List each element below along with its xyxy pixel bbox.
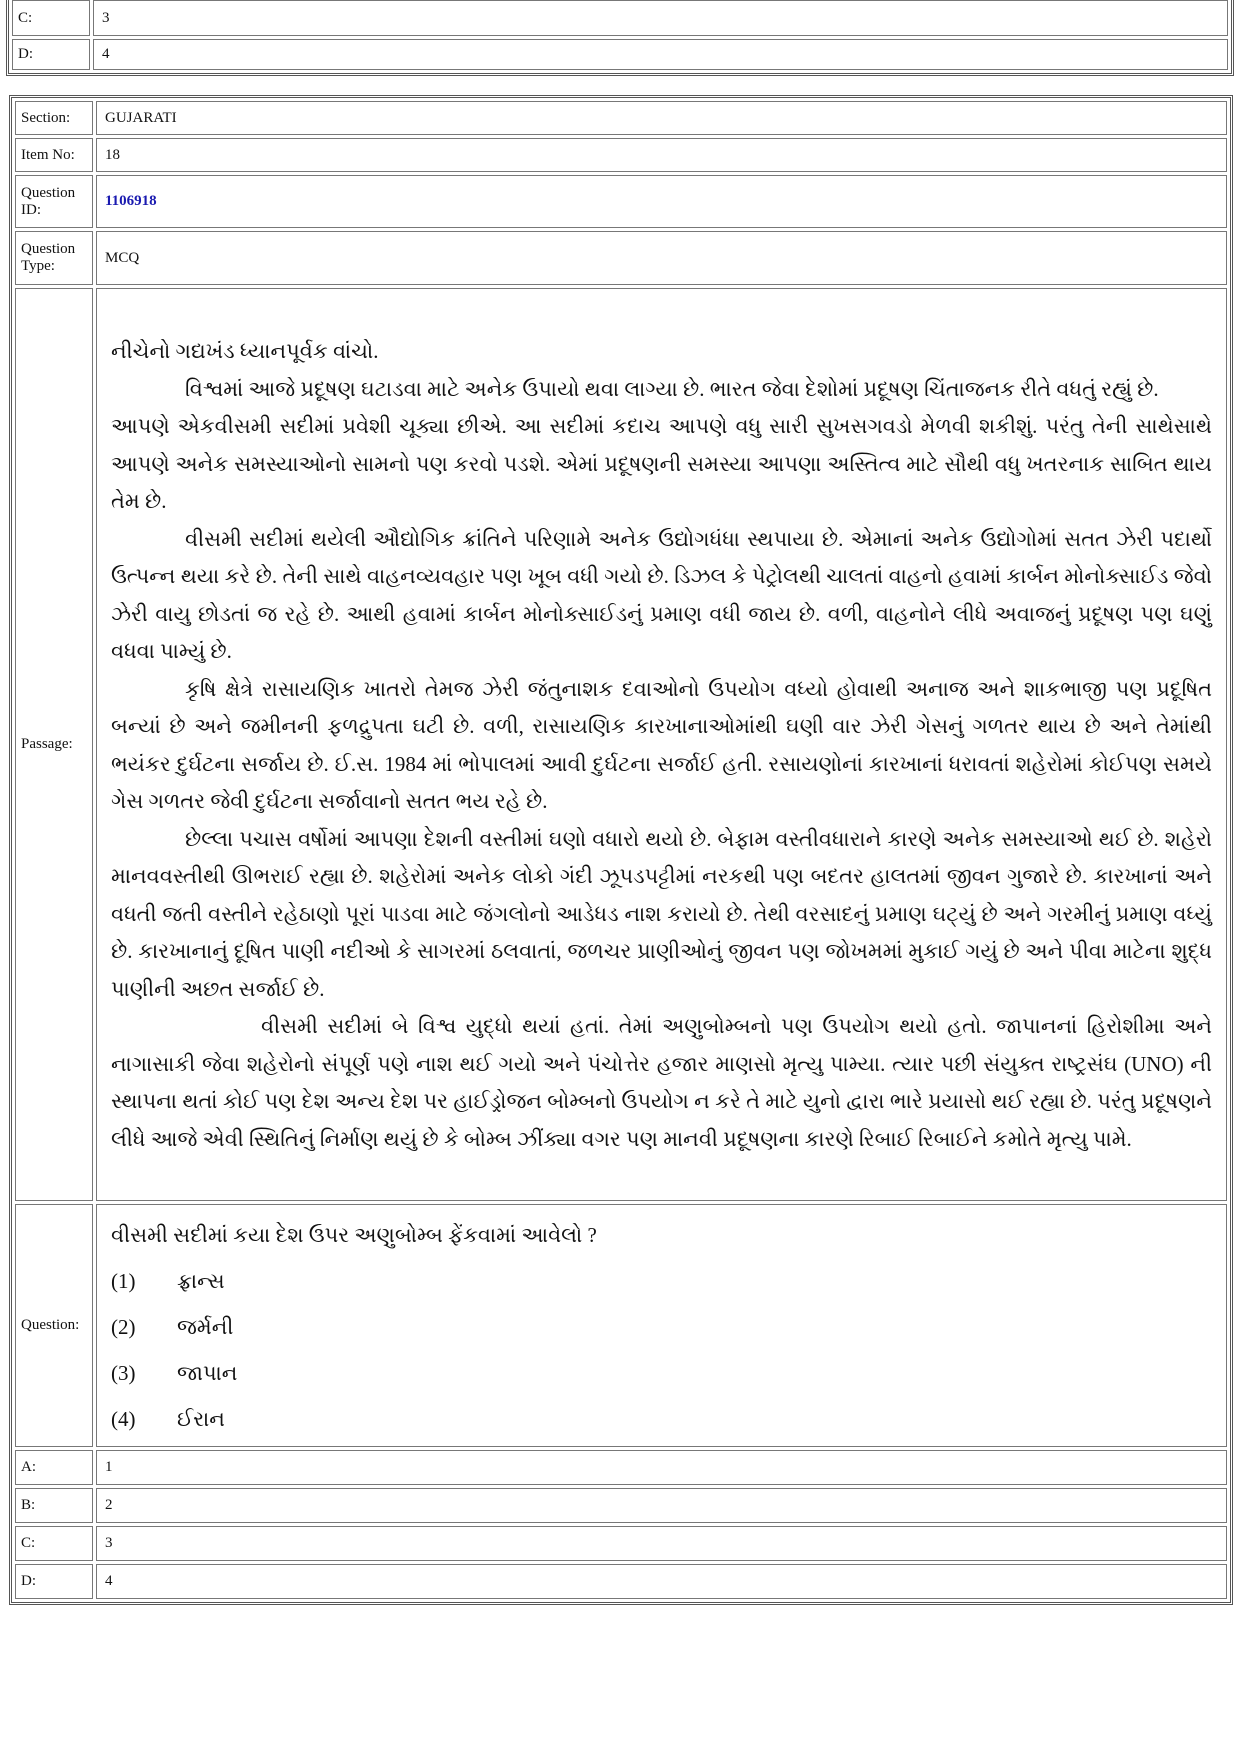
passage-body	[96, 288, 1227, 1201]
passage-paragraph: કૃષિ ક્ષેત્રે રાસાયણિક ખાતરો તેમજ ઝેરી જંતુનાશક દવાઓનો ઉપયોગ વધ્યો હોવાથી અનાજ અને શાકભાજી પણ પ્રદૂષિત બન્યાં છે અને જમીનની ફળદ્રુપતા ઘટી છે. વળી, રાસાયણિક કારખાનાઓમાંથી ઘણી વાર ઝેરી ગેસનું ગળતર થાય છે અને તેમાંથી ભયંકર દુર્ઘટના સર્જાય છે. ઈ.સ. 1984 માં ભોપાલમાં આવી દુર્ઘટના સર્જાઈ હતી. રસાયણોનાં કારખાનાં ધરાવતાં શહેરોમાં કોઈપણ સમયે ગેસ ગળતર જેવી દુર્ઘટના સર્જાવાનો સતત ભય રહે છે.	[111, 676, 1212, 813]
option-text: જાપાન	[177, 1360, 238, 1385]
option-number: (4)	[111, 1406, 136, 1431]
option-label: C:	[12, 0, 90, 36]
answer-row	[15, 1526, 1227, 1561]
option-row	[12, 0, 1228, 36]
answer-row	[15, 1488, 1227, 1523]
answer-value: 3	[96, 1526, 1227, 1561]
option-number: (3)	[111, 1360, 136, 1385]
question-type-value: MCQ	[96, 231, 1227, 285]
question-label: Question:	[15, 1204, 93, 1447]
answer-label: D:	[15, 1564, 93, 1599]
answer-option	[111, 1258, 1212, 1304]
answer-label: B:	[15, 1488, 93, 1523]
option-label: D:	[12, 39, 90, 70]
option-text: ફ્રાન્સ	[177, 1268, 225, 1293]
answer-label: A:	[15, 1450, 93, 1485]
previous-question-table	[6, 0, 1234, 76]
answer-row	[15, 1564, 1227, 1599]
item-no-value: 18	[96, 138, 1227, 172]
option-text: ઈરાન	[177, 1406, 225, 1431]
question-id-label: Question ID:	[15, 175, 93, 228]
answer-option	[111, 1396, 1212, 1442]
option-row	[12, 39, 1228, 70]
passage-heading: નીચેનો ગદ્યખંડ ધ્યાનપૂર્વક વાંચો.	[111, 339, 379, 363]
answer-label: C:	[15, 1526, 93, 1561]
section-value: GUJARATI	[96, 101, 1227, 135]
question-id-row	[15, 175, 1227, 228]
answer-value: 2	[96, 1488, 1227, 1523]
question-text: વીસમી સદીમાં કયા દેશ ઉપર અણુબોમ્બ ફેંકવામાં આવેલો ?	[111, 1222, 597, 1247]
question-body	[96, 1204, 1227, 1447]
answer-option	[111, 1304, 1212, 1350]
section-row	[15, 101, 1227, 135]
answer-option	[111, 1350, 1212, 1396]
option-text: જર્મની	[177, 1314, 234, 1339]
passage-paragraph: આપણે એકવીસમી સદીમાં પ્રવેશી ચૂક્યા છીએ. આ સદીમાં કદાચ આપણે વધુ સારી સુખસગવડો મેળવી શકીશું. પરંતુ તેની સાથેસાથે આપણે અનેક સમસ્યાઓનો સામનો પણ કરવો પડશે. એમાં પ્રદૂષણની સમસ્યા આપણા અસ્તિત્વ માટે સૌથી વધુ ખતરનાક સાબિત થાય તેમ છે.	[111, 414, 1212, 513]
passage-label: Passage:	[15, 288, 93, 1201]
passage-paragraph: વીસમી સદીમાં થયેલી ઔદ્યોગિક ક્રાંતિને પરિણામે અનેક ઉદ્યોગધંધા સ્થપાયા છે. એમાનાં અનેક ઉદ્યોગોમાં સતત ઝેરી પદાર્થો ઉત્પન્ન થયા કરે છે. તેની સાથે વાહનવ્યવહાર પણ ખૂબ વધી ગયો છે. ડિઝલ કે પેટ્રોલથી ચાલતાં વાહનો હવામાં કાર્બન મોનોક્સાઈડ જેવો ઝેરી વાયુ છોડતાં જ રહે છે. આથી હવામાં કાર્બન મોનોક્સાઈડનું પ્રમાણ વધી જાય છે. વળી, વાહનોને લીધે અવાજનું પ્રદૂષણ પણ ઘણું વધવા પામ્યું છે.	[111, 526, 1212, 663]
question-id-value: 1106918	[96, 175, 1227, 228]
item-no-label: Item No:	[15, 138, 93, 172]
answer-value: 4	[96, 1564, 1227, 1599]
answer-value: 1	[96, 1450, 1227, 1485]
question-type-label: Question Type:	[15, 231, 93, 285]
passage-paragraph: વીસમી સદીમાં બે વિશ્વ યુદ્ધો થયાં હતાં. તેમાં અણુબોમ્બનો પણ ઉપયોગ થયો હતો. જાપાનનાં હિરોશીમા અને નાગાસાકી જેવા શહેરોનો સંપૂર્ણ પણે નાશ થઈ ગયો અને પંચોત્તેર હજાર માણસો મૃત્યુ પામ્યા. ત્યાર પછી સંયુક્ત રાષ્ટ્રસંઘ (UNO) ની સ્થાપના થતાં કોઈ પણ દેશ અન્ય દેશ પર હાઈડ્રોજન બોમ્બનો ઉપયોગ ન કરે તે માટે યુનો દ્વારા ભારે પ્રયાસો થઈ રહ્યા છે. પરંતુ પ્રદૂષણને લીધે આજે એવી સ્થિતિનું નિર્માણ થયું છે કે બોમ્બ ઝીંક્યા વગર પણ માનવી પ્રદૂષણના કારણે રિબાઈ રિબાઈને કમોતે મૃત્યુ પામે.	[111, 1014, 1212, 1151]
section-label: Section:	[15, 101, 93, 135]
question-table	[9, 95, 1233, 1605]
answer-row	[15, 1450, 1227, 1485]
item-no-row	[15, 138, 1227, 172]
question-row	[15, 1204, 1227, 1447]
option-number: (2)	[111, 1314, 136, 1339]
passage-row	[15, 288, 1227, 1201]
option-number: (1)	[111, 1268, 136, 1293]
passage-paragraph: છેલ્લા પચાસ વર્ષોમાં આપણા દેશની વસ્તીમાં ઘણો વધારો થયો છે. બેફામ વસ્તીવધારાને કારણે અનેક સમસ્યાઓ થઈ છે. શહેરો માનવવસ્તીથી ઊભરાઈ રહ્યા છે. શહેરોમાં અનેક લોકો ગંદી ઝૂપડપટ્ટીમાં નરકથી પણ બદતર હાલતમાં જીવન ગુજારે છે. કારખાનાં અને વધતી જતી વસ્તીને રહેઠાણો પૂરાં પાડવા માટે જંગલોનો આડેધડ નાશ કરાયો છે. તેથી વરસાદનું પ્રમાણ ઘટ્યું છે અને ગરમીનું પ્રમાણ વધ્યું છે. કારખાનાનું દૂષિત પાણી નદીઓ કે સાગરમાં ઠલવાતાં, જળચર પ્રાણીઓનું જીવન પણ જોખમમાં મુકાઈ ગયું છે અને પીવા માટેના શુદ્ધ પાણીની અછત સર્જાઈ છે.	[111, 826, 1212, 1001]
option-value: 4	[93, 39, 1228, 70]
question-type-row	[15, 231, 1227, 285]
passage-paragraph: વિશ્વમાં આજે પ્રદૂષણ ઘટાડવા માટે અનેક ઉપાયો થવા લાગ્યા છે. ભારત જેવા દેશોમાં પ્રદૂષણ ચિંતાજનક રીતે વધતું રહ્યું છે.	[185, 376, 1159, 401]
option-value: 3	[93, 0, 1228, 36]
